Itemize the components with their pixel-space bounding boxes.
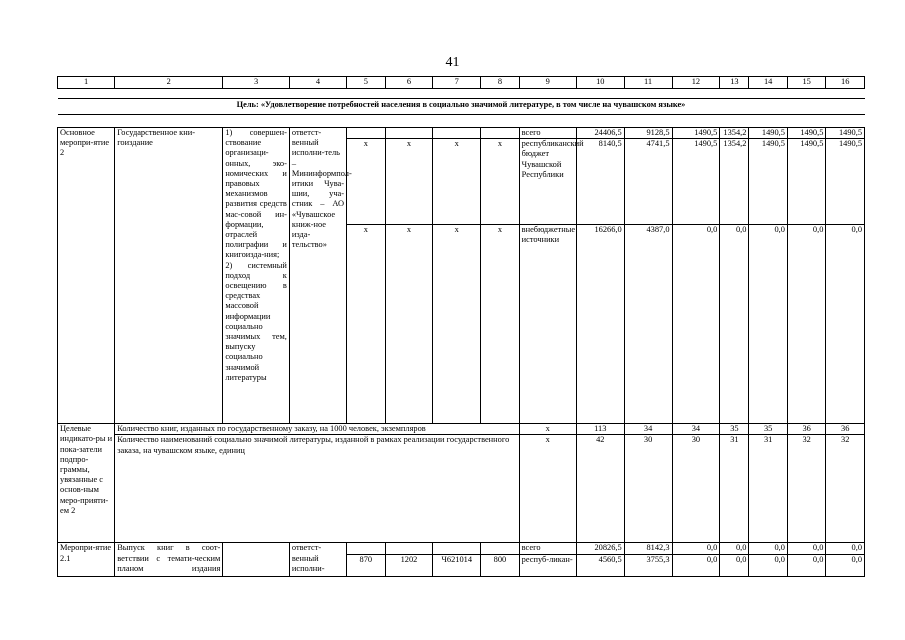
indicator-text: Количество книг, изданных по государственному заказу, на 1000 человек, экземпляров (115, 424, 519, 435)
page-number: 41 (445, 55, 460, 70)
value-cell: 1354,2 (720, 128, 749, 139)
table-row (58, 435, 865, 543)
code-cell: x (385, 139, 433, 225)
code-cell: 800 (481, 554, 519, 576)
value-cell: 0,0 (826, 225, 865, 424)
value-cell: 0,0 (672, 543, 720, 554)
value-cell: 0,0 (787, 225, 825, 424)
column-number: 8 (481, 77, 519, 89)
value-cell: 32 (787, 435, 825, 543)
indicator-x: x (519, 424, 576, 435)
code-cell (385, 128, 433, 139)
indicators-label: Целевые индикато-ры и пока-затели подпро-граммы, увязанные с основ-ным меро-прияти-ем 2 (58, 424, 115, 543)
value-cell: 1490,5 (826, 139, 865, 225)
value-cell: 4560,5 (576, 554, 624, 576)
code-cell (481, 543, 519, 554)
code-cell: x (347, 139, 385, 225)
value-cell: 0,0 (672, 554, 720, 576)
value-cell: 1490,5 (787, 128, 825, 139)
indicator-text: Количество наименований социально значимой литературы, изданной в рамках реализации государственного заказа, на чувашском языке, единиц (115, 435, 519, 543)
column-number: 1 (58, 77, 115, 89)
code-cell: x (433, 139, 481, 225)
goal-heading: Цель: «Удовлетворение потребностей населения в социально значимой литературе, в том числе на чувашском языке» (58, 99, 865, 115)
column-number: 15 (787, 77, 825, 89)
value-cell: 1354,2 (720, 139, 749, 225)
value-cell: 0,0 (749, 225, 787, 424)
measure-title: Выпуск книг в соот-ветствии с темати-ческим планом издания (115, 543, 223, 576)
value-cell: 34 (624, 424, 672, 435)
value-cell: 35 (720, 424, 749, 435)
value-cell: 35 (749, 424, 787, 435)
column-number: 5 (347, 77, 385, 89)
code-cell: x (385, 225, 433, 424)
code-cell: x (481, 225, 519, 424)
funding-source: респуб-ликан- (519, 554, 576, 576)
measure-tasks: 1) совершен-ствование организаци-онных, эко-номических и правовых механизмов развития средств мас-совой ин-формации, отраслей полиграфии и книгоизда-ния; 2) системный подход к освещению в средствах массовой информации социально значимых тем, выпуску социально значимой литературы (223, 128, 290, 424)
value-cell: 1490,5 (672, 139, 720, 225)
measure-name: Основное меропри-ятие 2 (58, 128, 115, 424)
value-cell: 1490,5 (672, 128, 720, 139)
value-cell: 1490,5 (749, 139, 787, 225)
measure-tasks (223, 543, 290, 576)
code-cell: x (347, 225, 385, 424)
value-cell: 0,0 (749, 554, 787, 576)
code-cell (347, 543, 385, 554)
funding-source: республиканский бюджет Чувашской Республики (519, 139, 576, 225)
value-cell: 0,0 (787, 543, 825, 554)
code-cell (481, 128, 519, 139)
column-number: 13 (720, 77, 749, 89)
code-cell (385, 543, 433, 554)
value-cell: 24406,5 (576, 128, 624, 139)
value-cell: 32 (826, 435, 865, 543)
value-cell: 30 (672, 435, 720, 543)
column-number: 6 (385, 77, 433, 89)
indicator-x: x (519, 435, 576, 543)
value-cell: 31 (720, 435, 749, 543)
value-cell: 3755,3 (624, 554, 672, 576)
value-cell: 20826,5 (576, 543, 624, 554)
measure-executor: ответст-венный исполни-тель – Мининформпол-итики Чува-шии, уча-стник – АО «Чувашское книж-ное изда-тельство» (289, 128, 346, 424)
code-cell (433, 128, 481, 139)
value-cell: 0,0 (720, 543, 749, 554)
value-cell: 30 (624, 435, 672, 543)
column-number: 4 (289, 77, 346, 89)
code-cell: 870 (347, 554, 385, 576)
value-cell: 0,0 (826, 554, 865, 576)
code-cell: 1202 (385, 554, 433, 576)
value-cell: 4387,0 (624, 225, 672, 424)
value-cell: 1490,5 (826, 128, 865, 139)
column-number: 11 (624, 77, 672, 89)
value-cell: 8142,3 (624, 543, 672, 554)
measure-name: Меропри-ятие 2.1 (58, 543, 115, 576)
value-cell: 4741,5 (624, 139, 672, 225)
value-cell: 9128,5 (624, 128, 672, 139)
value-cell: 0,0 (672, 225, 720, 424)
column-number: 3 (223, 77, 290, 89)
measure-title: Государственное кни-гоиздание (115, 128, 223, 424)
funding-source: всего (519, 128, 576, 139)
funding-source: внебюджетные источники (519, 225, 576, 424)
measure-executor: ответст-венный исполни- (289, 543, 346, 576)
value-cell: 1490,5 (749, 128, 787, 139)
table-row (58, 543, 865, 554)
column-number: 10 (576, 77, 624, 89)
table-spacer (58, 115, 865, 128)
column-number: 12 (672, 77, 720, 89)
value-cell: 0,0 (787, 554, 825, 576)
code-cell: x (481, 139, 519, 225)
value-cell: 0,0 (720, 225, 749, 424)
table-spacer (58, 89, 865, 99)
table-row (58, 128, 865, 139)
code-cell: Ч621014 (433, 554, 481, 576)
code-cell (347, 128, 385, 139)
table-row (58, 424, 865, 435)
value-cell: 0,0 (720, 554, 749, 576)
column-number: 14 (749, 77, 787, 89)
value-cell: 113 (576, 424, 624, 435)
value-cell: 16266,0 (576, 225, 624, 424)
value-cell: 31 (749, 435, 787, 543)
value-cell: 42 (576, 435, 624, 543)
program-table (57, 76, 865, 577)
column-number: 7 (433, 77, 481, 89)
column-number: 9 (519, 77, 576, 89)
code-cell (433, 543, 481, 554)
value-cell: 0,0 (749, 543, 787, 554)
value-cell: 8140,5 (576, 139, 624, 225)
value-cell: 36 (787, 424, 825, 435)
column-number: 2 (115, 77, 223, 89)
funding-source: всего (519, 543, 576, 554)
value-cell: 1490,5 (787, 139, 825, 225)
column-number: 16 (826, 77, 865, 89)
column-number-row (58, 77, 865, 89)
value-cell: 34 (672, 424, 720, 435)
code-cell: x (433, 225, 481, 424)
value-cell: 0,0 (826, 543, 865, 554)
value-cell: 36 (826, 424, 865, 435)
